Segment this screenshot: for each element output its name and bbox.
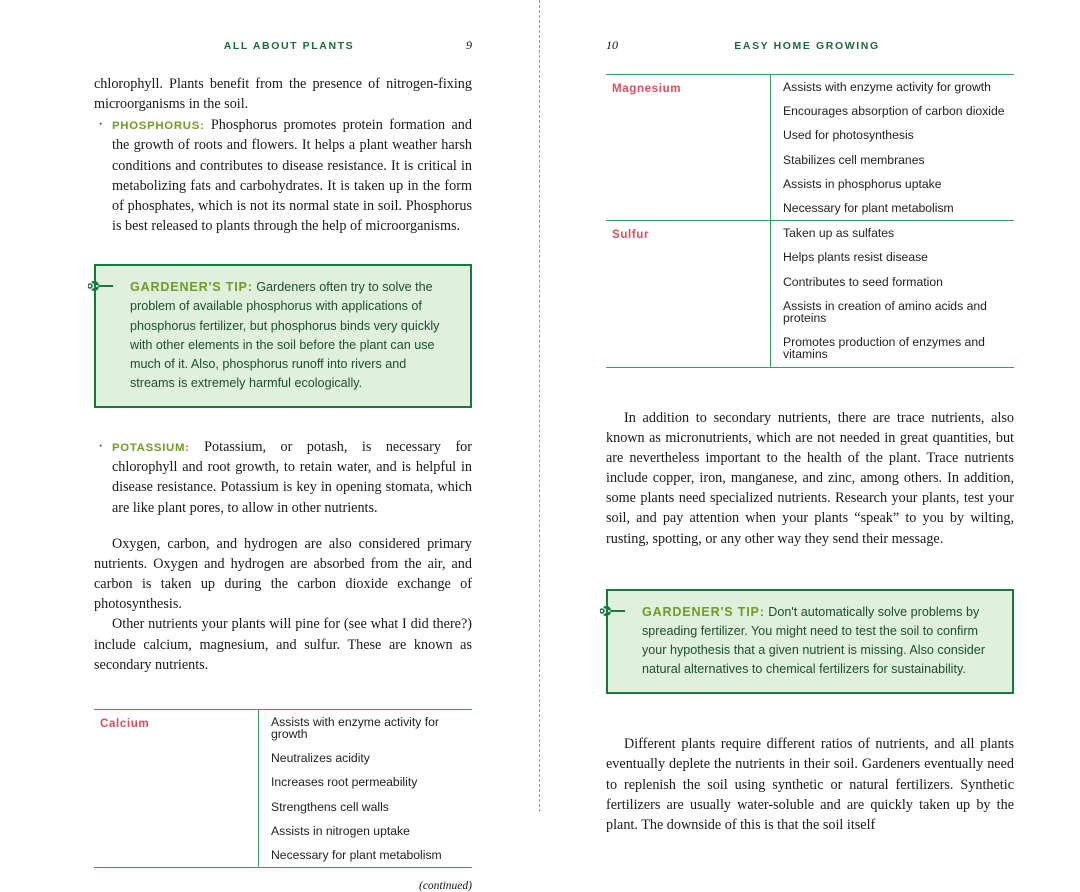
nutrient-description-potassium: Potassium, or potash, is necessary for chlorophyll and root growth, to retain water, and is helpful in disease resistance. Potassium is key in opening stomata, which are like plant pores, to allow in other nutrients. xyxy=(112,439,472,516)
list-item: Assists with enzyme activity for growth xyxy=(783,80,991,94)
list-item: Necessary for plant metabolism xyxy=(783,201,954,216)
table-row xyxy=(606,221,1014,367)
gardeners-tip-box-right xyxy=(606,589,1014,695)
list-item: Neutralizes acidity xyxy=(271,751,370,766)
right-page xyxy=(540,0,1080,833)
list-item: Assists in phosphorus uptake xyxy=(783,176,942,191)
list-item: Strengthens cell walls xyxy=(271,799,389,814)
table-cell-nutrient-name: Sulfur xyxy=(606,221,771,367)
list-item: Encourages absorption of carbon dioxide xyxy=(783,104,1005,119)
secondary-nutrient-table-right xyxy=(606,74,1014,368)
list-item xyxy=(94,437,472,518)
list-item: Helps plants resist disease xyxy=(783,250,928,265)
list-item: Assists with enzyme activity for growth xyxy=(271,714,439,742)
list-item: Used for photosynthesis xyxy=(783,128,914,143)
table-row xyxy=(606,75,1014,221)
gardeners-tip-body-right: Don't automatically solve problems by spreading fertilizer. You might need to test the soil to confirm your hypothesis that a given nutrient is missing. Also consider natural alternatives to chemical fertilizers for sustainability. xyxy=(642,604,986,677)
list-item: Stabilizes cell membranes xyxy=(783,152,925,167)
left-opening-paragraph: chlorophyll. Plants benefit from the presence of nitrogen-fixing microorganisms in the soil. xyxy=(94,76,472,113)
right-page-running-head xyxy=(606,38,1014,56)
right-running-head-title: EASY HOME GROWING xyxy=(734,40,880,52)
nutrient-description-phosphorus: Phosphorus promotes protein formation and the growth of roots and flowers. It helps a plant weather harsh conditions and contributes to disease resistance. It is critical in metabolizing fats and carbohydrates. It is taken up in the form of phosphates, which is not its normal state in soil. Phosphorus is best released to plants through the help of microorganisms. xyxy=(112,117,472,235)
continued-note: (continued) xyxy=(418,880,472,892)
list-item: Increases root permeability xyxy=(271,775,418,790)
nutrient-function-list xyxy=(771,75,1014,220)
secondary-nutrient-table-left xyxy=(94,709,472,868)
gardeners-tip-label-right: GARDENER'S TIP: xyxy=(642,604,765,619)
table-cell-nutrient-functions xyxy=(771,75,1015,221)
table-cell-nutrient-name: Magnesium xyxy=(606,75,771,221)
list-item: Necessary for plant metabolism xyxy=(271,848,442,863)
nutrient-label-phosphorus: PHOSPHORUS: xyxy=(112,120,205,133)
nutrient-function-list xyxy=(259,710,472,867)
list-item: Promotes production of enzymes and vitamins xyxy=(783,335,985,362)
left-page-running-head xyxy=(94,38,472,56)
table-cell-nutrient-functions xyxy=(771,221,1015,367)
list-item xyxy=(94,115,472,236)
other-nutrients-paragraph: Other nutrients your plants will pine for (see what I did there?) include calcium, magnesium, and sulfur. These are known as secondary nutrients. xyxy=(94,616,472,673)
list-item: Assists in creation of amino acids and proteins xyxy=(783,298,987,326)
gardeners-tip-label-left: GARDENER'S TIP: xyxy=(130,280,253,295)
nutrient-function-list xyxy=(771,221,1014,366)
trace-nutrients-paragraph: In addition to secondary nutrients, there are trace nutrients, also known as micronutrients, which are not needed in great quantities, but are nevertheless important to the health of the plant. Trace nutrients include copper, iron, manganese, and zinc, among others. In addition, some plants need specialized nutrients. Research your plants, test your soil, and pay attention when your plants “speak” to you by wilting, rusting, spotting, or any other way they send their message. xyxy=(606,409,1014,547)
list-item: Taken up as sulfates xyxy=(783,226,895,241)
gardeners-tip-body-left: Gardeners often try to solve the problem of available phosphorus with applications of phosphorus fertilizer, but phosphorus binds very quickly with other elements in the soil before the plant can use much of it. Also, phosphorus runoff into rivers and streams is extremely harmful ecologically. xyxy=(130,280,440,390)
oxygen-paragraph: Oxygen, carbon, and hydrogen are also considered primary nutrients. Oxygen and hydrogen are absorbed from the air, and carbon is taken up during the carbon dioxide exchange of photosynthesis. xyxy=(94,535,472,613)
table-cell-nutrient-functions xyxy=(259,709,473,867)
table-cell-nutrient-name: Calcium xyxy=(94,709,259,867)
primary-nutrient-bullet-list-2 xyxy=(94,437,472,518)
sprout-icon xyxy=(88,278,114,294)
right-page-folio: 10 xyxy=(606,38,618,52)
gardeners-tip-text-left xyxy=(130,278,454,393)
left-page-folio: 9 xyxy=(466,38,472,52)
gardeners-tip-box-left xyxy=(94,264,472,408)
nutrient-label-potassium: POTASSIUM: xyxy=(112,442,190,455)
sprout-icon xyxy=(600,603,626,619)
primary-nutrient-bullet-list xyxy=(94,115,472,236)
list-item: Assists in nitrogen uptake xyxy=(271,823,410,838)
list-item: Contributes to seed formation xyxy=(783,274,943,289)
left-running-head-title: ALL ABOUT PLANTS xyxy=(223,40,355,52)
fertilizer-ratios-paragraph: Different plants require different ratios of nutrients, and all plants eventually deplete the nutrients in their soil. Gardeners eventually need to replenish the soil using synthetic or natural fertilizers. Synthetic fertilizers are usually water-soluble and are quickly taken up by the plant. The downside of this is that the soil itself xyxy=(606,736,1014,833)
table-row xyxy=(94,709,472,867)
gardeners-tip-text-right xyxy=(642,603,996,680)
